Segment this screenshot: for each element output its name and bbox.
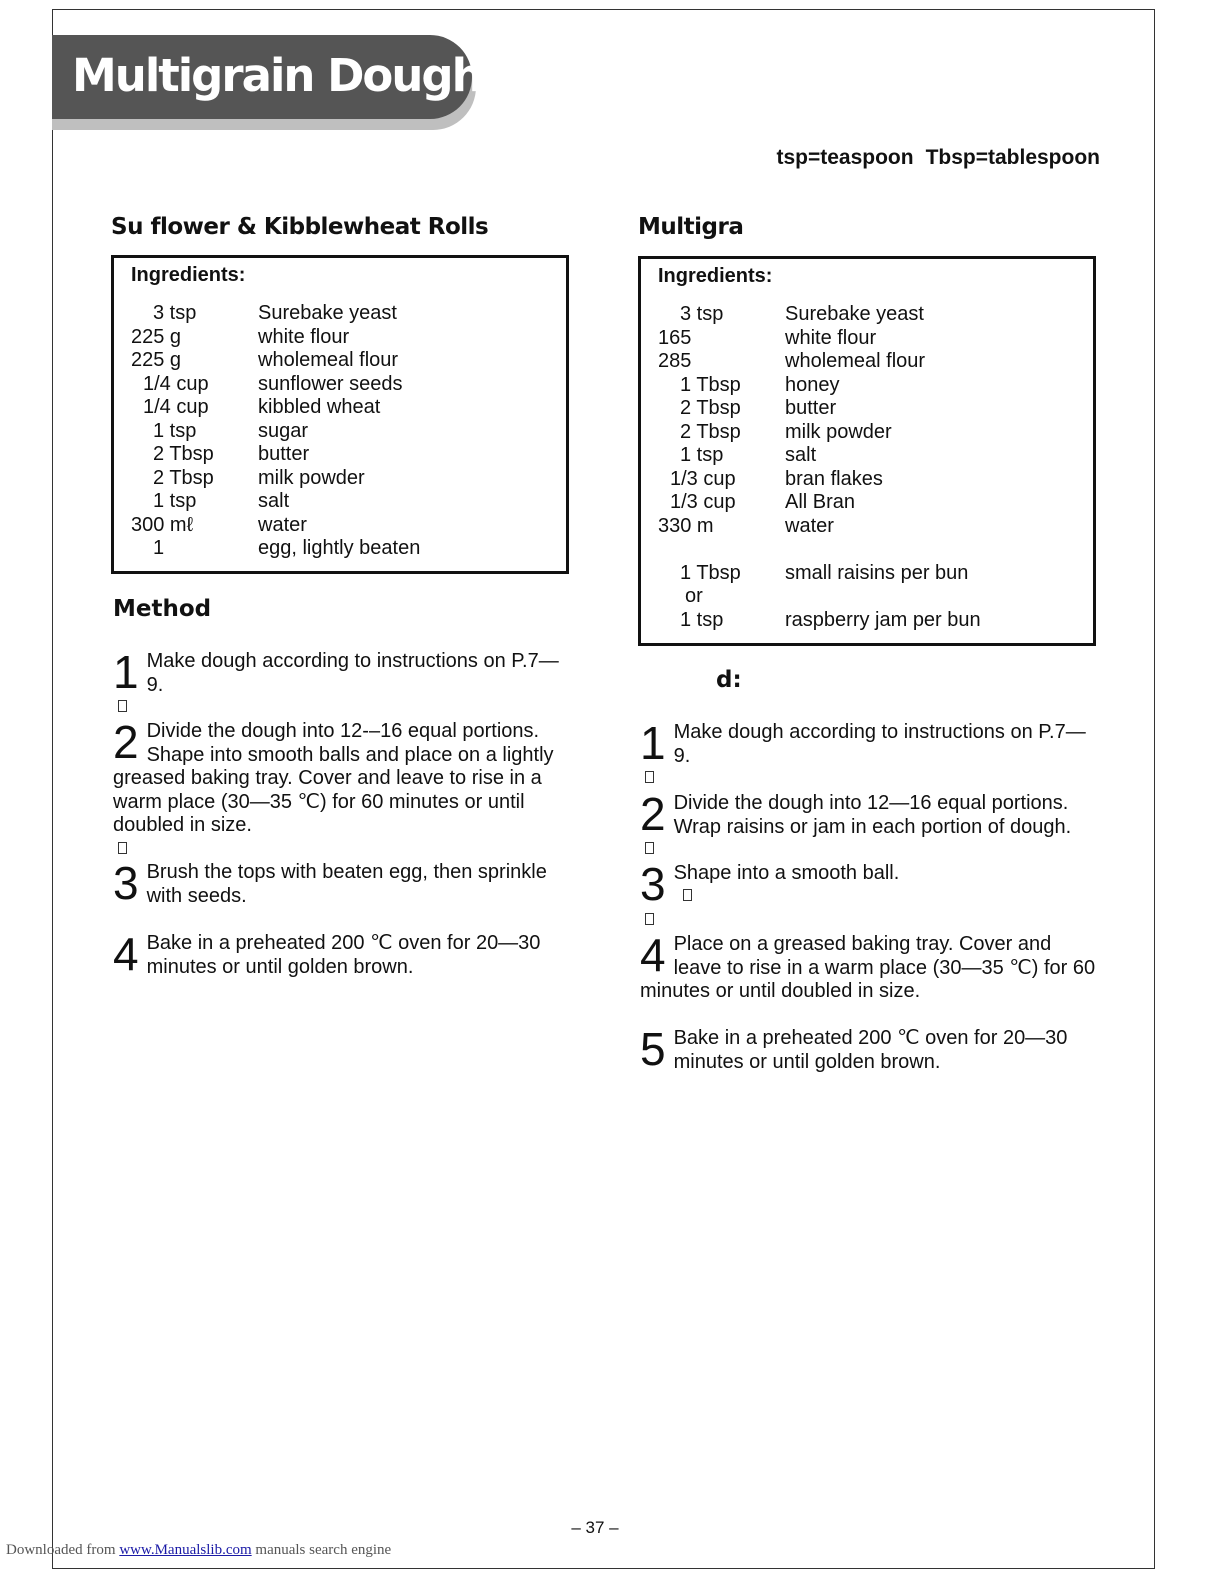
ingredient-row: 1/3 cup bran flakes: [670, 467, 883, 490]
step-number: 2: [113, 716, 139, 768]
ingredient-row: 1 tsp salt: [680, 444, 817, 466]
step-number: 5: [640, 1023, 666, 1075]
abbreviation-legend: [776, 146, 1100, 170]
page-number: – 37 –: [571, 1518, 619, 1537]
step-text: Brush the tops with beaten egg, then sprinkle with seeds.: [146, 861, 547, 907]
footer-prefix: Downloaded from: [6, 1542, 120, 1558]
right-step-1: [640, 717, 1100, 769]
ingredient-row: 3 tsp Surebake yeast: [153, 302, 397, 324]
step-number: 1: [113, 646, 139, 698]
step-text: Place on a greased baking tray. Cover and leave to rise in a warm place (30—35 ℃) for 60 minutes or until doubled in size.: [640, 933, 1096, 1002]
ingredient-row: 1/4 cup kibbled wheat: [143, 396, 381, 418]
right-ingredients-box: [638, 256, 1096, 646]
step-number: 3: [640, 858, 666, 910]
right-step-2: [640, 788, 1100, 840]
step-text: Make dough according to instructions on P.7—9.: [673, 721, 1086, 767]
left-ingredients-box: [111, 255, 569, 574]
ingredient-row: 285 wholemeal flour: [658, 350, 926, 372]
ingredient-row: 2 Tbsp butter: [680, 397, 837, 419]
footer: [6, 1542, 391, 1559]
right-step-3: [640, 858, 1100, 910]
left-ingredient-list: [131, 302, 420, 561]
ingredient-row: 1 tsp salt: [153, 490, 290, 512]
left-step-4: [113, 928, 573, 980]
step-text: Shape into a smooth ball.: [673, 862, 900, 884]
step-number: 4: [113, 928, 139, 980]
missing-glyph-icon: [645, 771, 654, 783]
step-text: Divide the dough into 12-–16 equal portions. Shape into smooth balls and place on a lightly greased baking tray. Cover and leave to rise in a warm place (30—35 ℃) for 60 minutes or until doubled in size.: [113, 720, 554, 836]
right-method-heading: d:: [716, 667, 742, 693]
right-ingredient-list: [658, 303, 981, 632]
footer-suffix: manuals search engine: [251, 1542, 392, 1558]
left-step-1: [113, 646, 573, 698]
ingredient-row: 1 tsp raspberry jam per bun: [680, 608, 981, 631]
abbrev-tsp: tsp=teaspoon: [776, 146, 914, 169]
ingredient-row: 1/4 cup sunflower seeds: [143, 372, 403, 395]
missing-glyph-icon: [683, 889, 692, 901]
left-step-2: [113, 716, 573, 838]
left-method-heading: Method: [113, 596, 212, 622]
right-step-4: [640, 929, 1100, 1004]
ingredient-row: 225 g white flour: [131, 325, 350, 348]
ingredient-row: 1 Tbsp honey: [680, 373, 840, 396]
manualslib-link[interactable]: www.Manualslib.com: [119, 1542, 252, 1558]
right-step-5: [640, 1023, 1100, 1075]
step-text: Make dough according to instructions on P.7—9.: [146, 650, 559, 696]
step-text: Bake in a preheated 200 ℃ oven for 20—30 minutes or until golden brown.: [146, 932, 541, 978]
left-recipe-title: Su flower & Kibblewheat Rolls: [111, 214, 489, 240]
ingredient-row: 330 m water: [658, 514, 834, 537]
missing-glyph-icon: [645, 913, 654, 925]
ingredients-heading: Ingredients:: [658, 265, 773, 287]
ingredient-row: 2 Tbsp milk powder: [680, 420, 892, 443]
left-step-3: [113, 857, 573, 909]
ingredients-heading: Ingredients:: [131, 264, 246, 286]
step-number: 1: [640, 717, 666, 769]
right-recipe-title: Multigra: [638, 214, 744, 240]
ingredient-row: or: [685, 585, 703, 607]
ingredient-row: 165 white flour: [658, 326, 877, 349]
missing-glyph-icon: [118, 842, 127, 854]
ingredient-row: 1 Tbsp small raisins per bun: [680, 561, 969, 584]
step-number: 3: [113, 857, 139, 909]
ingredient-row: 3 tsp Surebake yeast: [680, 303, 924, 325]
ingredient-row: 300 mℓ water: [131, 513, 307, 536]
abbrev-tbsp: Tbsp=tablespoon: [925, 146, 1100, 169]
missing-glyph-icon: [645, 842, 654, 854]
ingredient-row: 1/3 cup All Bran: [670, 491, 856, 513]
step-number: 2: [640, 788, 666, 840]
step-text: Divide the dough into 12—16 equal portions. Wrap raisins or jam in each portion of dough.: [673, 792, 1072, 838]
missing-glyph-icon: [118, 700, 127, 712]
ingredient-row: 1 tsp sugar: [153, 419, 309, 442]
page-title: Multigrain Dough: [72, 49, 482, 102]
ingredient-row: 225 g wholemeal flour: [131, 349, 399, 371]
step-text: Bake in a preheated 200 ℃ oven for 20—30 minutes or until golden brown.: [673, 1027, 1068, 1073]
ingredient-row: 2 Tbsp butter: [153, 443, 310, 465]
step-number: 4: [640, 929, 666, 981]
ingredient-row: 1 egg, lightly beaten: [153, 537, 421, 559]
ingredient-row: 2 Tbsp milk powder: [153, 466, 365, 489]
